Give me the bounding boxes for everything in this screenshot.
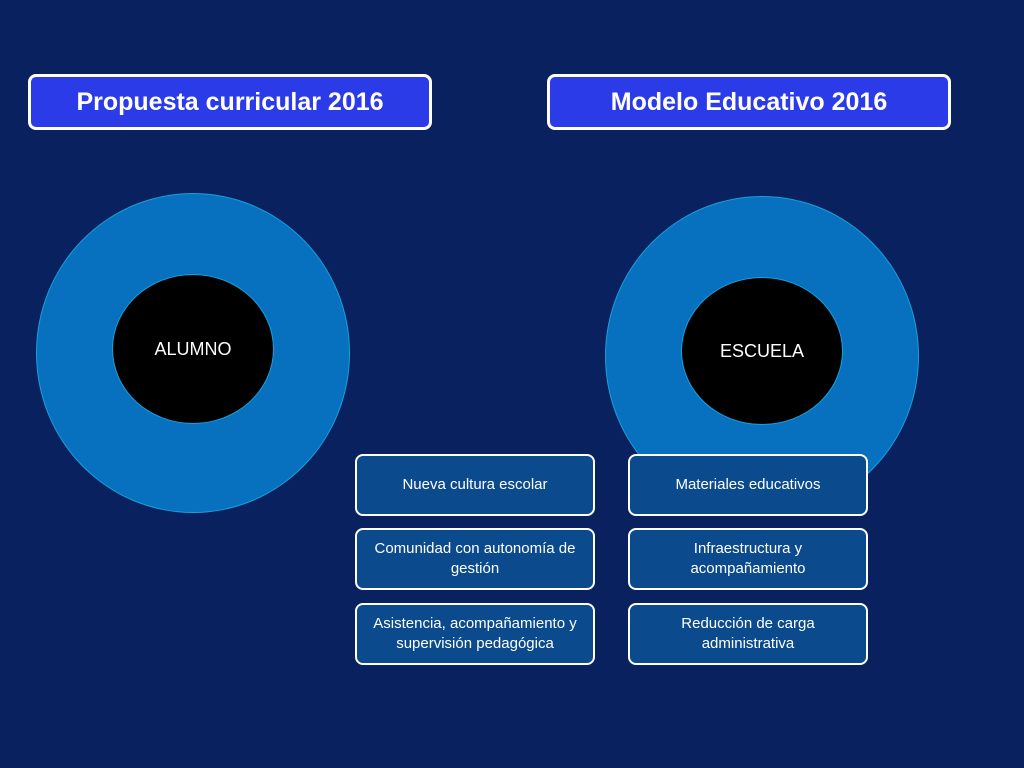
inner-circle-alumno xyxy=(112,274,274,424)
header-right-label: Modelo Educativo 2016 xyxy=(610,87,888,116)
header-propuesta-curricular xyxy=(28,74,432,130)
box-label: Infraestructura y acompañamiento xyxy=(690,540,806,577)
alumno-label: ALUMNO xyxy=(154,338,232,359)
box-reduccion-carga xyxy=(628,603,868,665)
box-label: Asistencia, acompañamiento y supervisión pedagógica xyxy=(373,615,577,652)
header-left-label: Propuesta curricular 2016 xyxy=(76,87,384,116)
box-label: Comunidad con autonomía de gestión xyxy=(374,540,576,577)
box-infraestructura xyxy=(628,528,868,590)
box-label: Reducción de carga administrativa xyxy=(681,615,815,652)
box-asistencia-supervision xyxy=(355,603,595,665)
escuela-label: ESCUELA xyxy=(719,340,805,361)
inner-circle-escuela xyxy=(681,277,843,425)
box-comunidad-autonomia xyxy=(355,528,595,590)
box-label: Nueva cultura escolar xyxy=(402,476,548,493)
box-materiales-educativos xyxy=(628,454,868,516)
box-nueva-cultura-escolar xyxy=(355,454,595,516)
box-label: Materiales educativos xyxy=(675,476,821,493)
header-modelo-educativo xyxy=(547,74,951,130)
